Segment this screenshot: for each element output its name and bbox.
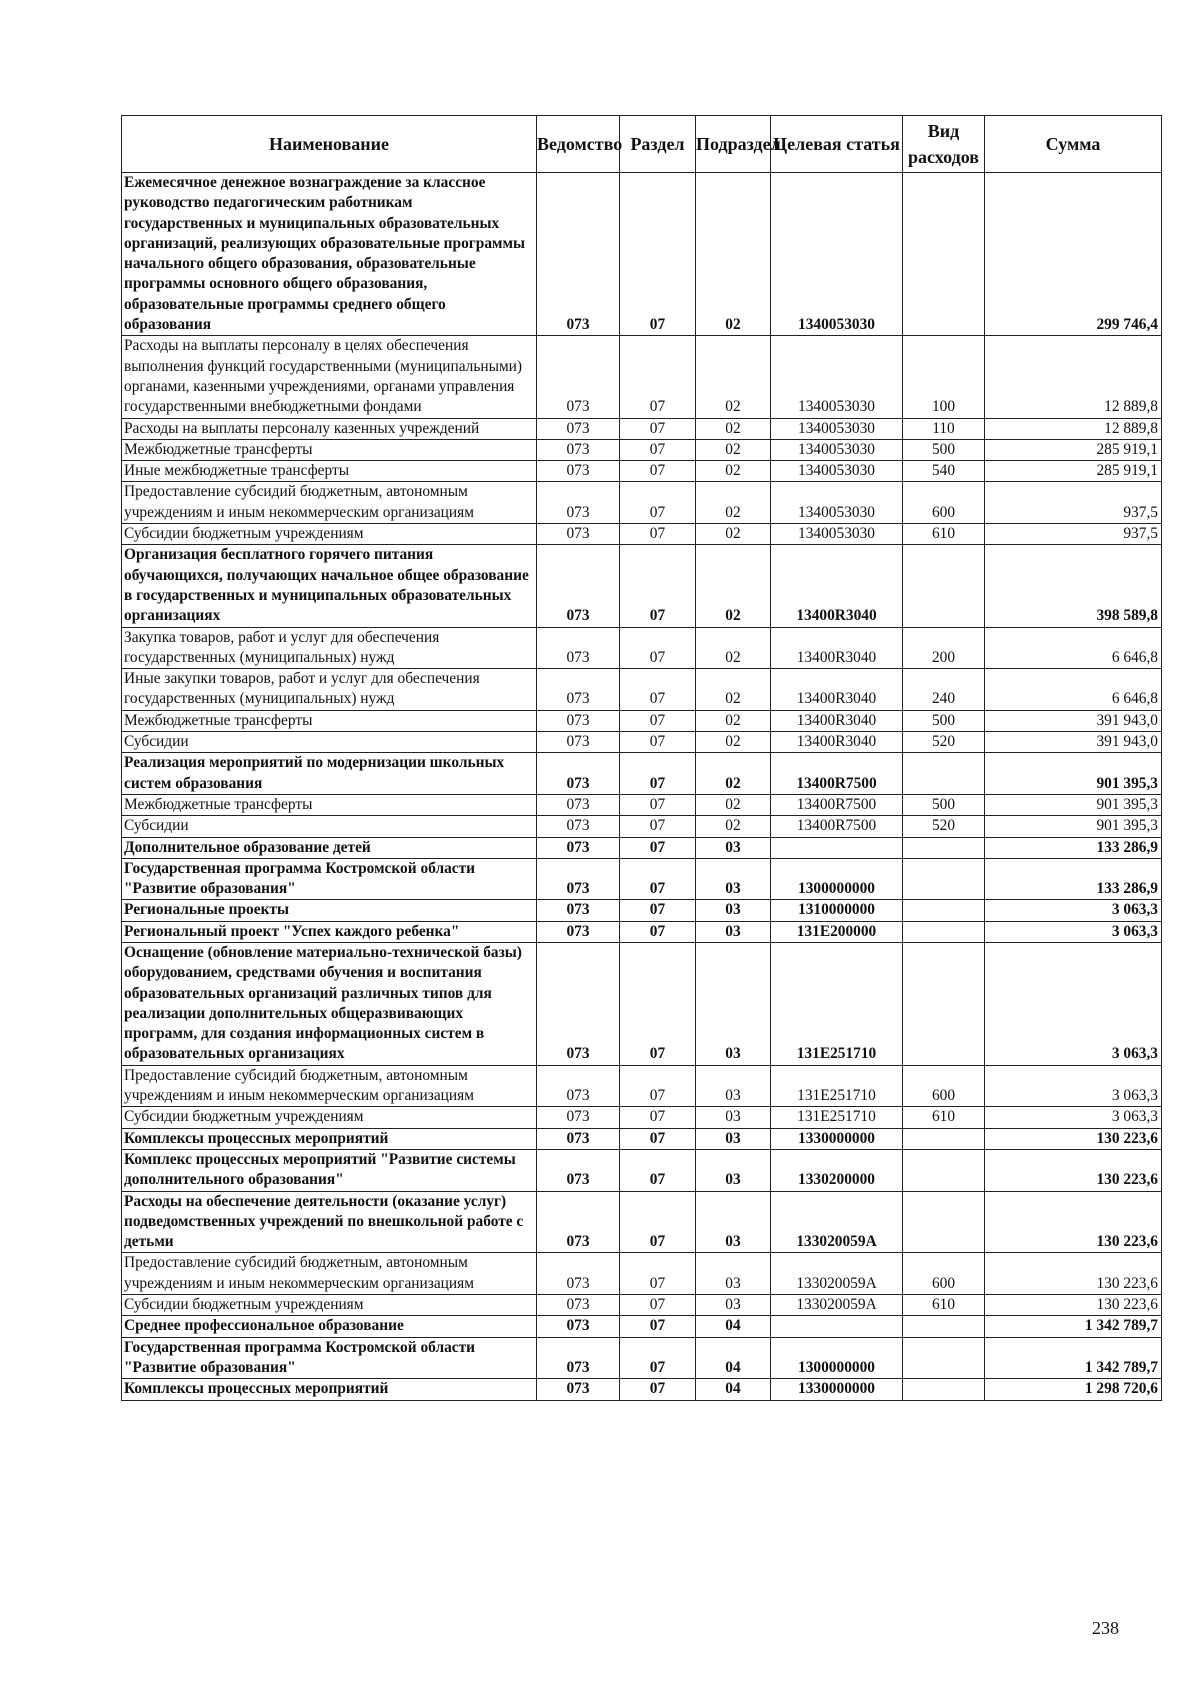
cell-vid-raskhodov <box>903 900 985 921</box>
cell-name: Межбюджетные трансферты <box>122 439 537 460</box>
cell-name: Иные закупки товаров, работ и услуг для обеспечения государственных (муниципальных) нужд <box>122 669 537 711</box>
cell-vid-raskhodov: 540 <box>903 461 985 482</box>
cell-tselevaya-statya: 13400R3040 <box>771 545 903 627</box>
cell-tselevaya-statya: 133020059А <box>771 1191 903 1253</box>
cell-vid-raskhodov: 500 <box>903 794 985 815</box>
header-summa: Сумма <box>985 116 1162 173</box>
cell-vedomstvo: 073 <box>537 418 620 439</box>
cell-summa: 12 889,8 <box>985 336 1162 418</box>
cell-podrazdel: 03 <box>696 900 771 921</box>
cell-vid-raskhodov: 100 <box>903 336 985 418</box>
cell-vedomstvo: 073 <box>537 732 620 753</box>
cell-vedomstvo: 073 <box>537 524 620 545</box>
cell-summa: 901 395,3 <box>985 753 1162 795</box>
cell-razdel: 07 <box>620 1253 696 1295</box>
table-row <box>122 336 1162 418</box>
cell-summa: 1 342 789,7 <box>985 1316 1162 1337</box>
cell-name: Межбюджетные трансферты <box>122 794 537 815</box>
cell-summa: 133 286,9 <box>985 837 1162 858</box>
cell-summa: 901 395,3 <box>985 794 1162 815</box>
cell-name: Комплексы процессных мероприятий <box>122 1128 537 1149</box>
cell-name: Предоставление субсидий бюджетным, автономным учреждениям и иным некоммерческим организациям <box>122 1253 537 1295</box>
cell-tselevaya-statya: 1340053030 <box>771 439 903 460</box>
cell-podrazdel: 02 <box>696 461 771 482</box>
cell-razdel: 07 <box>620 942 696 1065</box>
cell-podrazdel: 03 <box>696 1191 771 1253</box>
cell-razdel: 07 <box>620 545 696 627</box>
cell-razdel: 07 <box>620 710 696 731</box>
cell-vedomstvo: 073 <box>537 710 620 731</box>
cell-vid-raskhodov <box>903 1337 985 1379</box>
cell-podrazdel: 02 <box>696 710 771 731</box>
cell-vedomstvo: 073 <box>537 1337 620 1379</box>
cell-vedomstvo: 073 <box>537 1316 620 1337</box>
cell-tselevaya-statya: 13400R7500 <box>771 753 903 795</box>
header-row <box>122 116 1162 173</box>
cell-summa: 937,5 <box>985 524 1162 545</box>
table-row <box>122 921 1162 942</box>
cell-vid-raskhodov <box>903 545 985 627</box>
cell-summa: 3 063,3 <box>985 900 1162 921</box>
cell-summa: 391 943,0 <box>985 710 1162 731</box>
table-body <box>122 173 1162 1401</box>
cell-vid-raskhodov <box>903 1379 985 1400</box>
table-row <box>122 753 1162 795</box>
cell-summa: 6 646,8 <box>985 627 1162 669</box>
cell-tselevaya-statya: 1310000000 <box>771 900 903 921</box>
cell-podrazdel: 02 <box>696 794 771 815</box>
cell-podrazdel: 02 <box>696 173 771 336</box>
table-row <box>122 732 1162 753</box>
header-vedomstvo: Ведомство <box>537 116 620 173</box>
cell-vedomstvo: 073 <box>537 794 620 815</box>
cell-summa: 133 286,9 <box>985 858 1162 900</box>
cell-vid-raskhodov <box>903 1191 985 1253</box>
table-row <box>122 669 1162 711</box>
cell-vedomstvo: 073 <box>537 1379 620 1400</box>
cell-name: Межбюджетные трансферты <box>122 710 537 731</box>
cell-summa: 130 223,6 <box>985 1253 1162 1295</box>
table-row <box>122 942 1162 1065</box>
cell-vedomstvo: 073 <box>537 482 620 524</box>
cell-summa: 1 342 789,7 <box>985 1337 1162 1379</box>
cell-podrazdel: 03 <box>696 1295 771 1316</box>
cell-podrazdel: 03 <box>696 858 771 900</box>
cell-tselevaya-statya: 1340053030 <box>771 173 903 336</box>
table-row <box>122 524 1162 545</box>
cell-razdel: 07 <box>620 669 696 711</box>
cell-name: Расходы на выплаты персоналу казенных учреждений <box>122 418 537 439</box>
cell-name: Региональный проект "Успех каждого ребенка" <box>122 921 537 942</box>
cell-tselevaya-statya: 1340053030 <box>771 336 903 418</box>
cell-name: Комплексы процессных мероприятий <box>122 1379 537 1400</box>
cell-tselevaya-statya: 13400R7500 <box>771 816 903 837</box>
cell-name: Субсидии бюджетным учреждениям <box>122 1295 537 1316</box>
cell-tselevaya-statya: 1330200000 <box>771 1149 903 1191</box>
table-row <box>122 1065 1162 1107</box>
cell-summa: 1 298 720,6 <box>985 1379 1162 1400</box>
cell-tselevaya-statya: 131E251710 <box>771 1065 903 1107</box>
cell-podrazdel: 03 <box>696 1128 771 1149</box>
cell-vid-raskhodov: 600 <box>903 1253 985 1295</box>
table-row <box>122 1191 1162 1253</box>
cell-summa: 285 919,1 <box>985 439 1162 460</box>
cell-razdel: 07 <box>620 1065 696 1107</box>
cell-podrazdel: 02 <box>696 439 771 460</box>
cell-razdel: 07 <box>620 1316 696 1337</box>
cell-name: Дополнительное образование детей <box>122 837 537 858</box>
cell-vid-raskhodov <box>903 753 985 795</box>
table-row <box>122 461 1162 482</box>
cell-vid-raskhodov: 520 <box>903 816 985 837</box>
cell-razdel: 07 <box>620 794 696 815</box>
cell-vid-raskhodov <box>903 1149 985 1191</box>
cell-name: Субсидии <box>122 732 537 753</box>
cell-podrazdel: 03 <box>696 942 771 1065</box>
cell-razdel: 07 <box>620 461 696 482</box>
cell-tselevaya-statya: 1330000000 <box>771 1379 903 1400</box>
cell-podrazdel: 03 <box>696 837 771 858</box>
cell-vid-raskhodov: 600 <box>903 482 985 524</box>
cell-name: Расходы на обеспечение деятельности (оказание услуг) подведомственных учреждений по внешкольной работе с детьми <box>122 1191 537 1253</box>
cell-summa: 391 943,0 <box>985 732 1162 753</box>
cell-tselevaya-statya: 1340053030 <box>771 482 903 524</box>
cell-summa: 130 223,6 <box>985 1128 1162 1149</box>
table-row <box>122 439 1162 460</box>
cell-summa: 130 223,6 <box>985 1295 1162 1316</box>
cell-podrazdel: 02 <box>696 336 771 418</box>
header-podrazdel: Подраздел <box>696 116 771 173</box>
table-row <box>122 482 1162 524</box>
cell-vid-raskhodov: 500 <box>903 710 985 731</box>
cell-razdel: 07 <box>620 816 696 837</box>
table-row <box>122 900 1162 921</box>
budget-table-sheet <box>121 115 1161 1401</box>
cell-razdel: 07 <box>620 627 696 669</box>
cell-razdel: 07 <box>620 1379 696 1400</box>
cell-vedomstvo: 073 <box>537 942 620 1065</box>
table-row <box>122 1379 1162 1400</box>
cell-vedomstvo: 073 <box>537 900 620 921</box>
cell-summa: 299 746,4 <box>985 173 1162 336</box>
cell-tselevaya-statya: 13400R3040 <box>771 710 903 731</box>
cell-vid-raskhodov <box>903 858 985 900</box>
cell-podrazdel: 03 <box>696 1149 771 1191</box>
cell-vedomstvo: 073 <box>537 816 620 837</box>
cell-podrazdel: 02 <box>696 545 771 627</box>
cell-name: Ежемесячное денежное вознаграждение за классное руководство педагогическим работникам государственных и муниципальных образовательных организаций, реализующих образовательные программы начального общего образования, образовательные программы основного общего образования, образовательные программы среднего общего образования <box>122 173 537 336</box>
cell-summa: 130 223,6 <box>985 1149 1162 1191</box>
cell-vedomstvo: 073 <box>537 1107 620 1128</box>
cell-summa: 3 063,3 <box>985 921 1162 942</box>
cell-summa: 3 063,3 <box>985 942 1162 1065</box>
header-name: Наименование <box>122 116 537 173</box>
cell-summa: 398 589,8 <box>985 545 1162 627</box>
cell-razdel: 07 <box>620 524 696 545</box>
cell-vid-raskhodov: 240 <box>903 669 985 711</box>
cell-vid-raskhodov <box>903 837 985 858</box>
table-row <box>122 173 1162 336</box>
cell-tselevaya-statya: 1300000000 <box>771 858 903 900</box>
cell-vid-raskhodov <box>903 921 985 942</box>
cell-vedomstvo: 073 <box>537 921 620 942</box>
cell-razdel: 07 <box>620 1295 696 1316</box>
cell-summa: 6 646,8 <box>985 669 1162 711</box>
cell-podrazdel: 04 <box>696 1379 771 1400</box>
cell-razdel: 07 <box>620 1191 696 1253</box>
cell-summa: 285 919,1 <box>985 461 1162 482</box>
cell-vedomstvo: 073 <box>537 336 620 418</box>
cell-vid-raskhodov: 520 <box>903 732 985 753</box>
cell-vedomstvo: 073 <box>537 461 620 482</box>
cell-vedomstvo: 073 <box>537 753 620 795</box>
cell-vid-raskhodov <box>903 942 985 1065</box>
cell-razdel: 07 <box>620 837 696 858</box>
cell-tselevaya-statya: 1340053030 <box>771 418 903 439</box>
cell-podrazdel: 02 <box>696 627 771 669</box>
table-row <box>122 627 1162 669</box>
cell-name: Предоставление субсидий бюджетным, автономным учреждениям и иным некоммерческим организациям <box>122 482 537 524</box>
cell-name: Субсидии бюджетным учреждениям <box>122 524 537 545</box>
header-tselevaya-statya: Целевая статья <box>771 116 903 173</box>
cell-name: Закупка товаров, работ и услуг для обеспечения государственных (муниципальных) нужд <box>122 627 537 669</box>
cell-razdel: 07 <box>620 439 696 460</box>
cell-vid-raskhodov: 110 <box>903 418 985 439</box>
cell-podrazdel: 02 <box>696 669 771 711</box>
cell-name: Оснащение (обновление материально-технической базы) оборудованием, средствами обучения и воспитания образовательных организаций различных типов для реализации дополнительных общеразвивающих программ, для создания информационных систем в образовательных организациях <box>122 942 537 1065</box>
cell-podrazdel: 03 <box>696 1107 771 1128</box>
cell-vid-raskhodov: 600 <box>903 1065 985 1107</box>
cell-vid-raskhodov: 500 <box>903 439 985 460</box>
cell-podrazdel: 02 <box>696 418 771 439</box>
cell-vedomstvo: 073 <box>537 1191 620 1253</box>
cell-vedomstvo: 073 <box>537 439 620 460</box>
cell-tselevaya-statya: 13400R7500 <box>771 794 903 815</box>
cell-podrazdel: 04 <box>696 1316 771 1337</box>
cell-vid-raskhodov: 610 <box>903 524 985 545</box>
cell-vid-raskhodov: 610 <box>903 1295 985 1316</box>
cell-podrazdel: 04 <box>696 1337 771 1379</box>
table-row <box>122 1295 1162 1316</box>
cell-vedomstvo: 073 <box>537 1253 620 1295</box>
cell-razdel: 07 <box>620 1128 696 1149</box>
cell-summa: 12 889,8 <box>985 418 1162 439</box>
cell-name: Субсидии <box>122 816 537 837</box>
cell-name: Иные межбюджетные трансферты <box>122 461 537 482</box>
table-row <box>122 545 1162 627</box>
cell-vedomstvo: 073 <box>537 1128 620 1149</box>
cell-razdel: 07 <box>620 732 696 753</box>
cell-vedomstvo: 073 <box>537 1065 620 1107</box>
cell-tselevaya-statya: 13400R3040 <box>771 669 903 711</box>
cell-podrazdel: 02 <box>696 482 771 524</box>
cell-razdel: 07 <box>620 418 696 439</box>
cell-tselevaya-statya: 131E251710 <box>771 942 903 1065</box>
cell-tselevaya-statya: 131E251710 <box>771 1107 903 1128</box>
cell-tselevaya-statya: 133020059А <box>771 1295 903 1316</box>
cell-name: Государственная программа Костромской области "Развитие образования" <box>122 1337 537 1379</box>
cell-podrazdel: 02 <box>696 732 771 753</box>
cell-tselevaya-statya: 131E200000 <box>771 921 903 942</box>
cell-tselevaya-statya: 13400R3040 <box>771 627 903 669</box>
cell-name: Организация бесплатного горячего питания обучающихся, получающих начальное общее образование в государственных и муниципальных образовательных организациях <box>122 545 537 627</box>
cell-tselevaya-statya: 13400R3040 <box>771 732 903 753</box>
cell-summa: 901 395,3 <box>985 816 1162 837</box>
cell-podrazdel: 02 <box>696 524 771 545</box>
table-row <box>122 1253 1162 1295</box>
cell-razdel: 07 <box>620 1337 696 1379</box>
table-row <box>122 1337 1162 1379</box>
table-row <box>122 1149 1162 1191</box>
cell-razdel: 07 <box>620 336 696 418</box>
cell-vedomstvo: 073 <box>537 1149 620 1191</box>
cell-vid-raskhodov: 610 <box>903 1107 985 1128</box>
cell-tselevaya-statya <box>771 1316 903 1337</box>
table-row <box>122 816 1162 837</box>
cell-summa: 3 063,3 <box>985 1065 1162 1107</box>
cell-podrazdel: 03 <box>696 921 771 942</box>
cell-summa: 937,5 <box>985 482 1162 524</box>
cell-name: Реализация мероприятий по модернизации школьных систем образования <box>122 753 537 795</box>
cell-name: Государственная программа Костромской области "Развитие образования" <box>122 858 537 900</box>
cell-razdel: 07 <box>620 921 696 942</box>
header-vid-raskhodov: Вид расходов <box>903 116 985 173</box>
table-row <box>122 858 1162 900</box>
table-row <box>122 1128 1162 1149</box>
cell-vedomstvo: 073 <box>537 669 620 711</box>
table-row <box>122 710 1162 731</box>
cell-summa: 130 223,6 <box>985 1191 1162 1253</box>
cell-tselevaya-statya: 1340053030 <box>771 524 903 545</box>
cell-vedomstvo: 073 <box>537 545 620 627</box>
cell-name: Расходы на выплаты персоналу в целях обеспечения выполнения функций государственными (муниципальными) органами, казенными учреждениями, органами управления государственными внебюджетными фондами <box>122 336 537 418</box>
cell-name: Предоставление субсидий бюджетным, автономным учреждениям и иным некоммерческим организациям <box>122 1065 537 1107</box>
table-row <box>122 837 1162 858</box>
cell-podrazdel: 02 <box>696 816 771 837</box>
cell-name: Комплекс процессных мероприятий "Развитие системы дополнительного образования" <box>122 1149 537 1191</box>
cell-razdel: 07 <box>620 1149 696 1191</box>
cell-podrazdel: 03 <box>696 1253 771 1295</box>
header-razdel: Раздел <box>620 116 696 173</box>
cell-vid-raskhodov <box>903 1128 985 1149</box>
cell-vid-raskhodov: 200 <box>903 627 985 669</box>
cell-tselevaya-statya: 1340053030 <box>771 461 903 482</box>
cell-tselevaya-statya <box>771 837 903 858</box>
table-row <box>122 418 1162 439</box>
cell-name: Региональные проекты <box>122 900 537 921</box>
table-row <box>122 1107 1162 1128</box>
cell-podrazdel: 02 <box>696 753 771 795</box>
cell-razdel: 07 <box>620 753 696 795</box>
cell-razdel: 07 <box>620 482 696 524</box>
cell-name: Среднее профессиональное образование <box>122 1316 537 1337</box>
cell-tselevaya-statya: 1300000000 <box>771 1337 903 1379</box>
cell-razdel: 07 <box>620 1107 696 1128</box>
budget-table <box>121 115 1162 1401</box>
table-row <box>122 794 1162 815</box>
cell-razdel: 07 <box>620 900 696 921</box>
cell-razdel: 07 <box>620 858 696 900</box>
table-row <box>122 1316 1162 1337</box>
cell-vid-raskhodov <box>903 1316 985 1337</box>
cell-vedomstvo: 073 <box>537 837 620 858</box>
cell-vedomstvo: 073 <box>537 627 620 669</box>
cell-vedomstvo: 073 <box>537 173 620 336</box>
page-number: 238 <box>1092 1618 1119 1638</box>
cell-vid-raskhodov <box>903 173 985 336</box>
cell-name: Субсидии бюджетным учреждениям <box>122 1107 537 1128</box>
cell-vedomstvo: 073 <box>537 1295 620 1316</box>
cell-vedomstvo: 073 <box>537 858 620 900</box>
cell-tselevaya-statya: 133020059А <box>771 1253 903 1295</box>
cell-tselevaya-statya: 1330000000 <box>771 1128 903 1149</box>
cell-razdel: 07 <box>620 173 696 336</box>
cell-podrazdel: 03 <box>696 1065 771 1107</box>
cell-summa: 3 063,3 <box>985 1107 1162 1128</box>
